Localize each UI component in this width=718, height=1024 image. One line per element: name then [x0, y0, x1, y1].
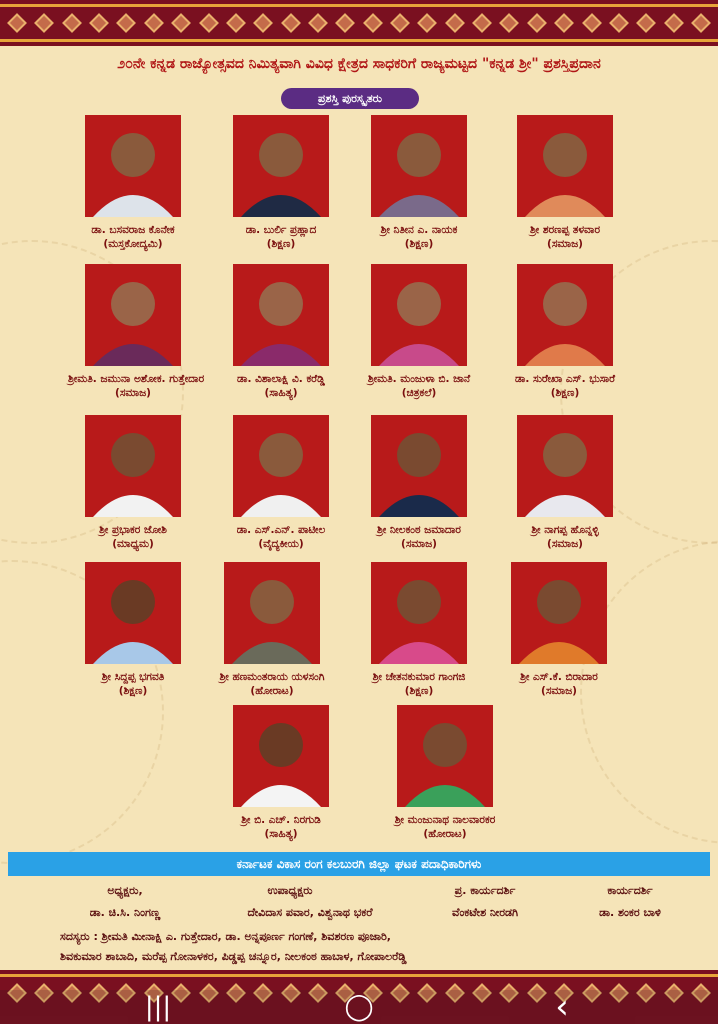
committee-names: ವೆಂಕಟೇಶ ನೀರಡಗಿ: [451, 906, 519, 919]
awardee-card: [354, 115, 484, 251]
awardee-name: ಡಾ. ಎಸ್.ಎನ್. ಪಾಟೀಲ: [236, 524, 326, 536]
awardee-name: ಶ್ರೀ ಎಸ್.ಕೆ. ಬಿರಾದಾರ: [520, 671, 598, 683]
awardee-field: (ವೈದ್ಯಕೀಯ): [258, 538, 304, 550]
awardee-field: (ಸಮಾಜ): [541, 685, 577, 697]
awardee-field: (ಸಾಹಿತ್ಯ): [264, 828, 298, 840]
committee-role: ಉಪಾಧ್ಯಕ್ಷರು: [267, 884, 313, 897]
awardees-subtitle-pill: ಪ್ರಶಸ್ತಿ ಪುರಸ್ಕೃತರು: [281, 88, 419, 109]
awardee-card: [500, 415, 630, 551]
awardee-field: (ಹೋರಾಟ): [250, 685, 294, 697]
awardee-name: ಶ್ರೀಮತಿ. ಜಮುನಾ ಅಶೋಕ. ಗುತ್ತೇದಾರ: [68, 373, 205, 385]
pattern-diamond: [335, 13, 355, 33]
pattern-diamond: [308, 13, 328, 33]
pattern-diamond: [691, 13, 711, 33]
awardee-name: ಶ್ರೀ ಚೇತನಕುಮಾರ ಗಾಂಗಜಿ: [372, 671, 466, 683]
awardee-field: (ಮಾಧ್ಯಮ): [112, 538, 154, 550]
awardee-photo: [85, 562, 181, 664]
committee-names: ಡಾ. ಚಿ.ಸಿ. ನಿಂಗಣ್ಣ: [89, 906, 161, 919]
committee-heading-bar: ಕರ್ನಾಟಕ ವಿಕಾಸ ರಂಗ ಕಲಬುರಗಿ ಜಿಲ್ಲಾ ಘಟಕ ಪದಾಧಿಕಾರಿಗಳು: [8, 852, 710, 876]
awardee-card: [500, 264, 630, 400]
awardee-name: ಡಾ. ವಿಶಾಲಾಕ್ಷಿ ವಿ. ಕರೆಡ್ಡಿ: [237, 373, 325, 385]
committee-members-line: ಸದಸ್ಯರು : ಶ್ರೀಮತಿ ಮೀನಾಕ್ಷಿ ಎ. ಗುತ್ತೇದಾರ, ಡಾ. ಅನ್ನಪೂರ್ಣ ಗಂಗಣೆ, ಶಿವಶರಣ ಪೂಜಾರಿ,: [60, 930, 391, 943]
awardee-card: [500, 115, 630, 251]
pattern-diamond: [226, 13, 246, 33]
pattern-diamond: [582, 13, 602, 33]
awardee-name: ಶ್ರೀ ನಿತೀನ ಎ. ನಾಯಕ: [380, 224, 458, 236]
home-button[interactable]: ◯: [344, 992, 374, 1022]
pattern-diamond: [34, 13, 54, 33]
awardee-name: ಶ್ರೀ ನಾಗಪ್ಪ ಹೊನ್ನಳ್ಳಿ: [531, 524, 599, 536]
awardee-photo: [85, 264, 181, 366]
awardee-photo: [397, 705, 493, 807]
pattern-diamond: [7, 13, 27, 33]
band-stripe: [0, 39, 718, 42]
pattern-diamond: [609, 13, 629, 33]
awardee-name: ಶ್ರೀ ಸಿದ್ದಪ್ಪ ಭಗವತಿ: [101, 671, 165, 683]
awardee-field: (ಚಿತ್ರಕಲೆ): [401, 387, 437, 399]
awardee-photo: [517, 115, 613, 217]
awardee-card: [354, 264, 484, 400]
band-stripe: [0, 974, 718, 977]
awardee-card: [354, 415, 484, 551]
band-stripe: [0, 4, 718, 7]
pattern-diamond: [62, 13, 82, 33]
awardee-photo: [371, 415, 467, 517]
awardee-field: (ಸಮಾಜ): [547, 538, 583, 550]
awardee-name: ಶ್ರೀ ಶರಣಪ್ಪ ತಳವಾರ: [529, 224, 601, 236]
awardee-name: ಶ್ರೀಮತಿ. ಮಂಜುಳಾ ಬಿ. ಜಾನೆ: [367, 373, 471, 385]
awardee-name: ಡಾ. ಸುರೇಖಾ ಎಸ್. ಭುಸಾರೆ: [514, 373, 616, 385]
pattern-diamond: [636, 13, 656, 33]
pattern-diamond: [144, 13, 164, 33]
top-decorative-band: [0, 0, 718, 46]
awardee-photo: [85, 415, 181, 517]
pattern-diamond: [500, 13, 520, 33]
awardee-card: [216, 264, 346, 400]
awardee-field: (ಹೋರಾಟ): [423, 828, 467, 840]
awardee-field: (ಸಮಾಜ): [401, 538, 437, 550]
pattern-diamond: [281, 13, 301, 33]
awardee-name: ಶ್ರೀ ನೀಲಕಂಠ ಜಮಾದಾರ: [377, 524, 461, 536]
awardee-name: ಶ್ರೀ ಪ್ರಭಾಕರ ಜೋಶಿ: [99, 524, 167, 536]
awardee-photo: [85, 115, 181, 217]
pattern-diamond: [445, 13, 465, 33]
awardee-photo: [511, 562, 607, 664]
committee-role: ಅಧ್ಯಕ್ಷರು,: [107, 884, 143, 897]
recent-apps-button[interactable]: |||: [144, 992, 172, 1022]
awardee-field: (ಸಾಹಿತ್ಯ): [264, 387, 298, 399]
pattern-diamond: [89, 13, 109, 33]
pattern-diamond: [363, 13, 383, 33]
awardee-card: [68, 415, 198, 551]
pattern-diamond: [199, 13, 219, 33]
awardee-card: [494, 562, 624, 698]
awardee-card: [68, 264, 205, 400]
committee-names: ಡಾ. ಶಂಕರ ಬಾಳಿ: [599, 906, 661, 919]
awardee-name: ಶ್ರೀ ಹಣಮಂತರಾಯ ಯಳಸಂಗಿ: [219, 671, 325, 683]
awardee-card: [380, 705, 510, 841]
awardee-card: [68, 115, 198, 251]
awardee-photo: [233, 115, 329, 217]
awardee-photo: [233, 415, 329, 517]
awardee-name: ಡಾ. ಬಸವರಾಜ ಕೊನೇಕ: [91, 224, 175, 236]
pattern-diamond: [527, 13, 547, 33]
awardee-card: [216, 115, 346, 251]
pattern-diamond: [664, 13, 684, 33]
committee-role: ಕಾರ್ಯದರ್ಶಿ: [607, 884, 653, 897]
pattern-diamond: [390, 13, 410, 33]
pattern-diamond: [417, 13, 437, 33]
pattern-diamond: [554, 13, 574, 33]
awardee-field: (ಶಿಕ್ಷಣ): [404, 238, 434, 250]
pattern-diamond: [171, 13, 191, 33]
awardee-field: (ಶಿಕ್ಷಣ): [118, 685, 148, 697]
awardee-photo: [517, 415, 613, 517]
awardee-card: [216, 415, 346, 551]
awardee-name: ಡಾ. ಬುರ್ಲಿ ಪ್ರಹ್ಲಾದ: [245, 224, 317, 236]
band-pattern: [10, 16, 708, 30]
awardee-photo: [233, 264, 329, 366]
awardee-photo: [371, 264, 467, 366]
awardee-card: [207, 562, 337, 698]
awardee-field: (ಶಿಕ್ಷಣ): [404, 685, 434, 697]
committee-role: ಪ್ರ. ಕಾರ್ಯದರ್ಶಿ: [454, 884, 516, 897]
poster-title: ೨೦ನೇ ಕನ್ನಡ ರಾಜ್ಯೋತ್ಸವದ ನಿಮಿತ್ಯವಾಗಿ ವಿವಿಧ ಕ್ಷೇತ್ರದ ಸಾಧಕರಿಗೆ ರಾಜ್ಯಮಟ್ಟದ "ಕನ್ನಡ ಶ್ರೀ" ಪ್ರಶಸ್ತಿಪ್ರದಾನ: [117, 56, 601, 72]
pattern-diamond: [117, 13, 137, 33]
awardee-name: ಶ್ರೀ ಮಂಜುನಾಥ ನಾಲವಾರಕರ: [394, 814, 496, 826]
pattern-diamond: [472, 13, 492, 33]
awardee-field: (ಸಮಾಜ): [547, 238, 583, 250]
awardee-photo: [233, 705, 329, 807]
awardee-photo: [371, 115, 467, 217]
awardee-name: ಶ್ರೀ ಬಿ. ಎಚ್. ನಿರಗುಡಿ: [241, 814, 321, 826]
awardee-card: [354, 562, 484, 698]
committee-names: ದೇವಿದಾಸ ಪವಾರ, ವಿಶ್ವನಾಥ ಭಕರೆ: [247, 906, 373, 919]
back-button[interactable]: ‹: [555, 987, 569, 1024]
committee-members-line: ಶಿವಕುಮಾರ ಶಾಬಾದಿ, ಮರೆಪ್ಪ ಗೋನಾಳಕರ, ಪಿಡ್ಡಪ್ಪ ಚನ್ನೂರ, ನೀಲಕಂಠ ಹಾಬಾಳ, ಗೋಪಾಲರೆಡ್ಡಿ: [60, 950, 407, 963]
android-navigation-bar: [0, 987, 718, 1024]
awardee-photo: [517, 264, 613, 366]
awardee-field: (ಶಿಕ್ಷಣ): [550, 387, 580, 399]
awardee-photo: [224, 562, 320, 664]
awardee-field: (ಶಿಕ್ಷಣ): [266, 238, 296, 250]
awardee-photo: [371, 562, 467, 664]
pattern-diamond: [253, 13, 273, 33]
awardee-card: [216, 705, 346, 841]
awardee-card: [68, 562, 198, 698]
awardee-field: (ಸಮಾಜ): [115, 387, 151, 399]
awardee-field: (ಮಸ್ತಕೋದ್ಯಮಿ): [103, 238, 163, 250]
